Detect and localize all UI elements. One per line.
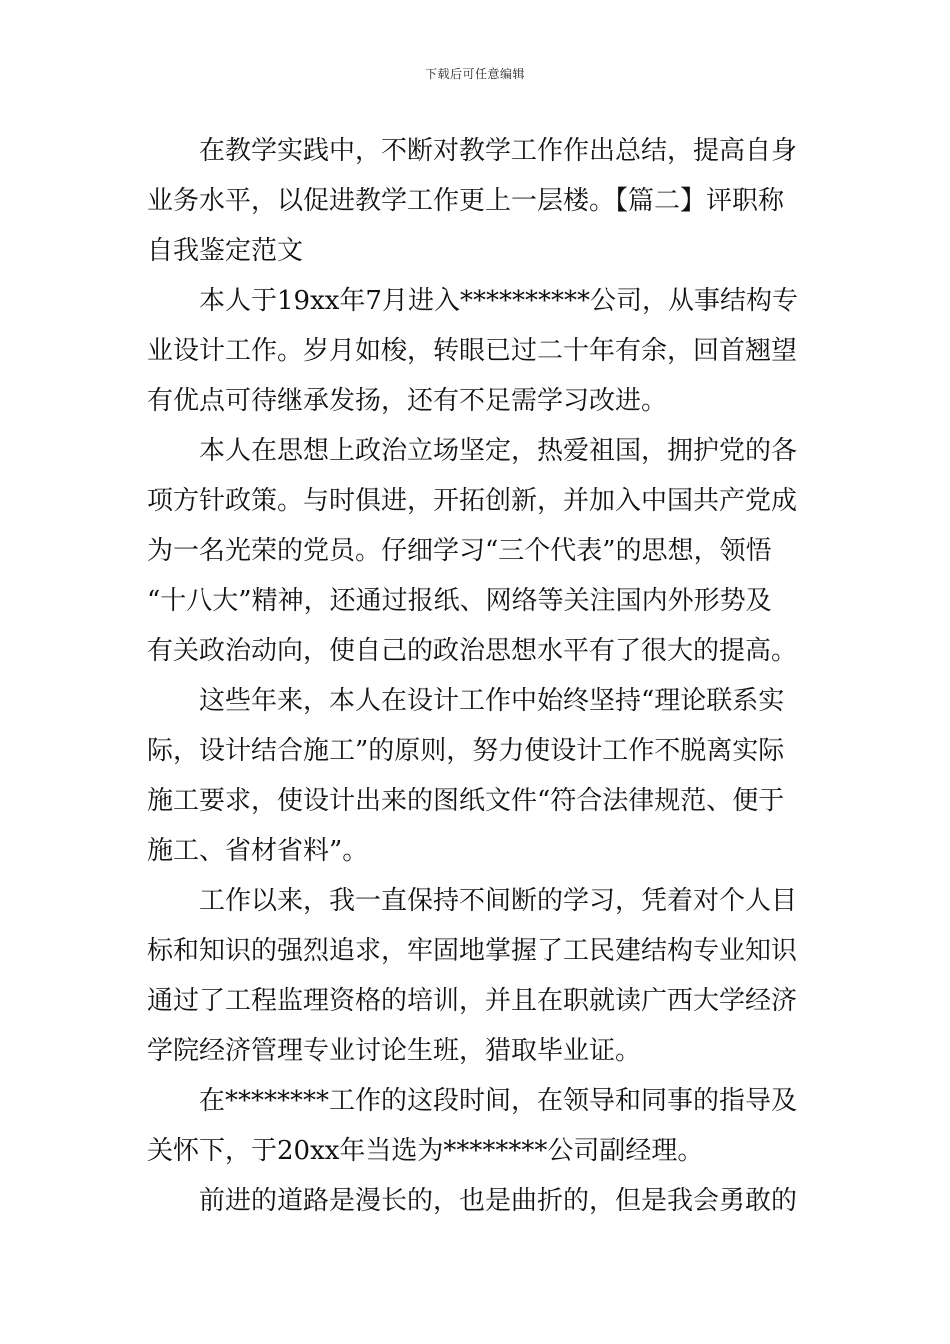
page-header: 下载后可任意编辑 bbox=[424, 67, 525, 81]
text-line: 这些年来，本人在设计工作中始终坚持“理论联系实 bbox=[199, 686, 785, 716]
document-body bbox=[147, 126, 807, 1226]
text-line: 际，设计结合施工”的原则，努力使设计工作不脱离实际 bbox=[147, 736, 785, 766]
text-line: 本人于19xx年7月进入**********公司，从事结构专 bbox=[199, 286, 798, 316]
text-line: 施工要求，使设计出来的图纸文件“符合法律规范、便于 bbox=[147, 786, 785, 816]
text-line: 施工、省材省料”。 bbox=[147, 836, 369, 866]
text-line: 工作以来，我一直保持不间断的学习，凭着对个人目 bbox=[199, 886, 798, 916]
text-line: 关怀下，于20xx年当选为********公司副经理。 bbox=[147, 1136, 704, 1166]
text-line: 有关政治动向，使自己的政治思想水平有了很大的提高。 bbox=[147, 636, 798, 666]
text-line: 本人在思想上政治立场坚定，热爱祖国，拥护党的各 bbox=[199, 436, 798, 466]
text-line: 通过了工程监理资格的培训，并且在职就读广西大学经济 bbox=[147, 986, 798, 1016]
text-line: 标和知识的强烈追求，牢固地掌握了工民建结构专业知识 bbox=[147, 936, 798, 966]
text-line: 前进的道路是漫长的，也是曲折的，但是我会勇敢的 bbox=[199, 1186, 798, 1216]
text-line: 自我鉴定范文 bbox=[147, 236, 304, 266]
text-line: 在********工作的这段时间，在领导和同事的指导及 bbox=[199, 1086, 798, 1116]
text-line: 业设计工作。岁月如梭，转眼已过二十年有余，回首翘望 bbox=[147, 336, 798, 366]
text-line: 学院经济管理专业讨论生班，猎取毕业证。 bbox=[147, 1036, 642, 1066]
text-line: 有优点可待继承发扬，还有不足需学习改进。 bbox=[147, 386, 668, 416]
text-line: 为一名光荣的党员。仔细学习“三个代表”的思想，领悟 bbox=[147, 536, 772, 566]
text-line: 业务水平，以促进教学工作更上一层楼。【篇二】评职称 bbox=[147, 186, 785, 216]
text-line: “十八大”精神，还通过报纸、网络等关注国内外形势及 bbox=[147, 586, 772, 616]
text-line: 在教学实践中，不断对教学工作作出总结，提高自身 bbox=[199, 136, 798, 166]
text-line: 项方针政策。与时俱进，开拓创新，并加入中国共产党成 bbox=[147, 486, 798, 516]
